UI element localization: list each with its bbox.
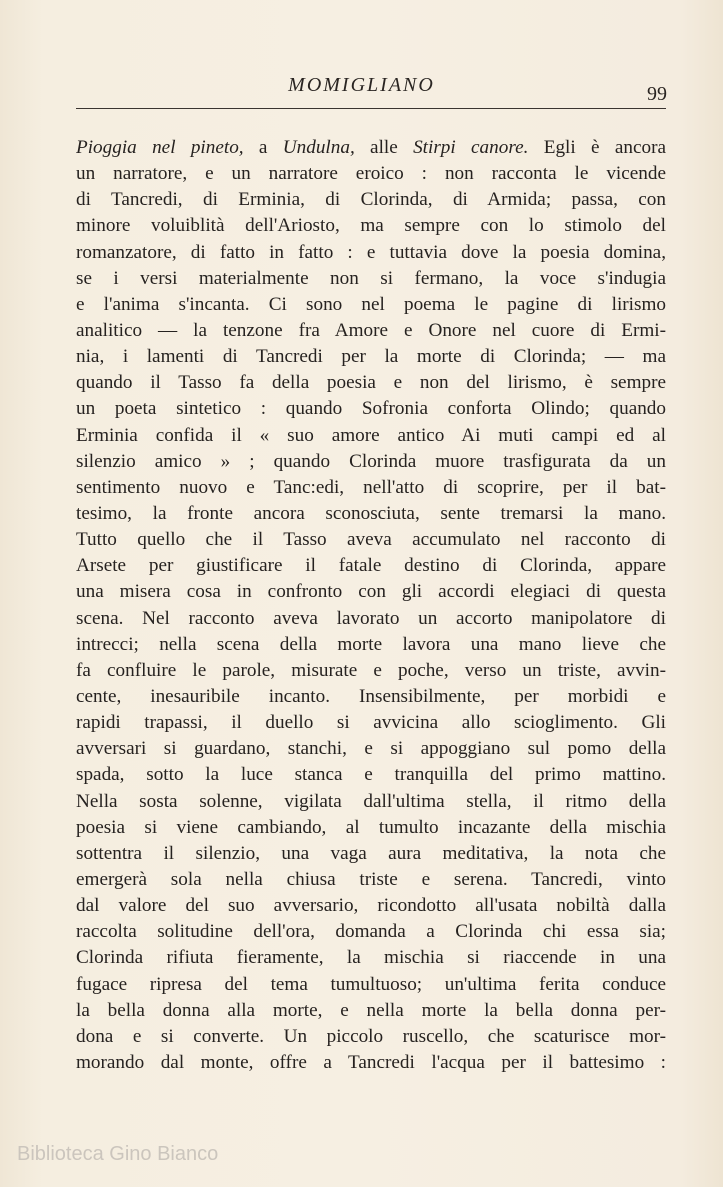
text-line: avversari si guardano, stanchi, e si appoggiano sul pomo della <box>76 738 666 760</box>
italic-title: Undulna, <box>282 137 355 158</box>
text-line: dona e si converte. Un piccolo ruscello, che scaturisce mor- <box>76 1025 666 1047</box>
text-line: spada, sotto la luce stanca e tranquilla del primo mattino. <box>76 764 666 786</box>
text-line: rapidi trapassi, il duello si avvicina allo scioglimento. Gli <box>76 712 666 734</box>
running-title: MOMIGLIANO <box>288 74 435 96</box>
text-line: intrecci; nella scena della morte lavora una mano lieve che <box>76 633 666 655</box>
text-line: Arsete per giustificare il fatale destino di Clorinda, appare <box>76 555 666 577</box>
text-line: Nella sosta solenne, vigilata dall'ultima stella, il ritmo della <box>76 790 666 812</box>
text-line: una misera cosa in confronto con gli accordi elegiaci di questa <box>76 581 666 603</box>
text-line: un poeta sintetico : quando Sofronia conforta Olindo; quando <box>76 398 666 420</box>
text-fragment: a <box>243 137 283 158</box>
header-rule <box>76 108 666 109</box>
text-line: fugace ripresa del tema tumultuoso; un'ultima ferita conduce <box>76 973 666 995</box>
text-line <box>76 135 666 161</box>
text-fragment: Egli è ancora <box>528 137 666 158</box>
paragraph-lines <box>76 161 666 1076</box>
text-line: Tutto quello che il Tasso aveva accumulato nel racconto di <box>76 529 666 551</box>
text-line: emergerà sola nella chiusa triste e serena. Tancredi, vinto <box>76 868 666 890</box>
text-line: Clorinda rifiuta fieramente, la mischia si riaccende in una <box>76 947 666 969</box>
text-line: quando il Tasso fa della poesia e non del lirismo, è sempre <box>76 372 666 394</box>
text-line: romanzatore, di fatto in fatto : e tuttavia dove la poesia domina, <box>76 241 666 263</box>
text-line: sentimento nuovo e Tanc:edi, nell'atto di scoprire, per il bat- <box>76 476 666 498</box>
text-line: sottentra il silenzio, una vaga aura meditativa, la nota che <box>76 842 666 864</box>
body-text <box>76 135 666 1076</box>
library-watermark: Biblioteca Gino Bianco <box>17 1143 219 1165</box>
text-line: scena. Nel racconto aveva lavorato un accorto manipolatore di <box>76 607 666 629</box>
text-line: morando dal monte, offre a Tancredi l'acqua per il battesimo : <box>76 1051 666 1073</box>
text-line: silenzio amico » ; quando Clorinda muore trasfigurata da un <box>76 450 666 472</box>
text-line: un narratore, e un narratore eroico : non racconta le vicende <box>76 163 666 185</box>
text-line: fa confluire le parole, misurate e poche, verso un triste, avvin- <box>76 659 666 681</box>
text-line: cente, inesauribile incanto. Insensibilmente, per morbidi e <box>76 685 666 707</box>
text-line: Erminia confida il « suo amore antico Ai muti campi ed al <box>76 424 666 446</box>
italic-title: Pioggia nel pineto, <box>76 137 244 158</box>
text-line: minore voluiblità dell'Ariosto, ma sempre con lo stimolo del <box>76 215 666 237</box>
text-line: se i versi materialmente non si fermano, la voce s'indugia <box>76 267 666 289</box>
page-number: 99 <box>647 83 667 105</box>
text-line: la bella donna alla morte, e nella morte la bella donna per- <box>76 999 666 1021</box>
text-line: poesia si viene cambiando, al tumulto incazante della mischia <box>76 816 666 838</box>
italic-title: Stirpi canore. <box>413 137 529 158</box>
text-line: nia, i lamenti di Tancredi per la morte di Clorinda; — ma <box>76 346 666 368</box>
text-line: analitico — la tenzone fra Amore e Onore nel cuore di Ermi- <box>76 319 666 341</box>
text-line: di Tancredi, di Erminia, di Clorinda, di Armida; passa, con <box>76 189 666 211</box>
text-fragment: alle <box>354 137 414 158</box>
text-line: dal valore del suo avversario, ricondotto all'usata nobiltà dalla <box>76 895 666 917</box>
text-line: e l'anima s'incanta. Ci sono nel poema le pagine di lirismo <box>76 293 666 315</box>
text-line: tesimo, la fronte ancora sconosciuta, sente tremarsi la mano. <box>76 502 666 524</box>
text-line: raccolta solitudine dell'ora, domanda a Clorinda chi essa sia; <box>76 921 666 943</box>
